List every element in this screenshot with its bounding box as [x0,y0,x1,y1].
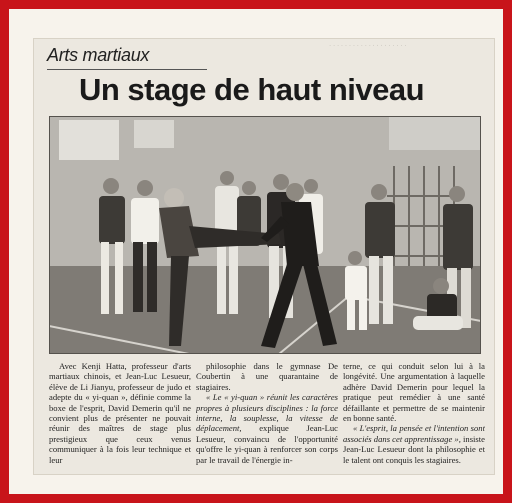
rubric-underline [47,69,207,70]
article-column-3 [343,361,485,471]
column-3-quote-attribution: insiste Jean-Luc Lesueur dont la philosophie et le talent ont conquis les stagiaires. [343,433,485,465]
column-2-paragraph-1: philosophie dans le gymnase De Coubertin à une quarantaine de stagiaires. [196,361,338,392]
bleed-through-text: · · · · · · · · · · · · · · · · · · · · [329,42,407,49]
red-border-frame [9,9,503,494]
newspaper-clipping [34,39,494,474]
article-headline: Un stage de haut niveau [79,72,425,107]
column-2-quote: « Le « yi-quan » réunit les caractères propres à plusieurs disciplines : la force interne, la souplesse, la vitesse de déplacement, [196,392,338,434]
article-column-1 [49,361,191,471]
section-rubric: Arts martiaux [47,45,150,65]
column-3-paragraph-1: terne, ce qui conduit selon lui à la longévité. Une argumentation à laquelle adhère David Demerin pour lequel la pratique peut remédier à une santé défaillante et permettre de se maintenir en bonne santé. [343,361,485,424]
column-3-paragraph-2 [343,423,485,465]
article-column-2 [196,361,338,471]
article-photo [49,116,481,354]
column-2-quote-attribution: explique Jean-Luc Lesueur, convaincu de l'opportunité qu'offre le yi-quan à renforcer son corps par le travail de l'énergie in- [196,423,338,465]
photo-illustration [49,116,481,354]
column-3-quote: « L'esprit, la pensée et l'intention sont associés dans cet apprentissage », [343,423,485,444]
column-1-text: Avec Kenji Hatta, professeur d'arts martiaux chinois, et Jean-Luc Lesueur, élève de Li Jianyu, professeur de judo et adepte du « yi-quan », définie comme la boxe de l'esprit, David Demerin qu'il ne convient plus de présenter ne pouvait réunir des maîtres de stage plus prestigieux que ceux venus communiquer à la fois leur technique et leur [49,361,191,465]
column-2-paragraph-2 [196,392,338,465]
